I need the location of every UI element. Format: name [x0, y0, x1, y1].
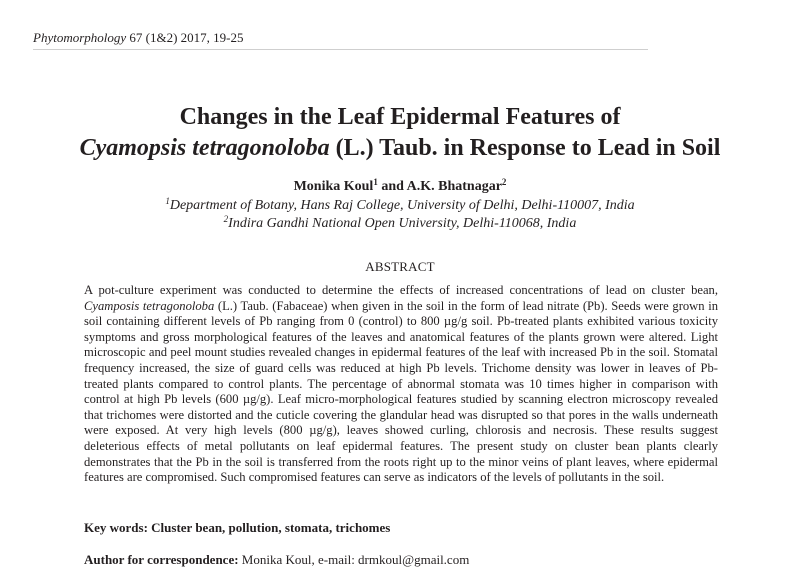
author-list — [0, 179, 800, 195]
affiliation-2 — [0, 216, 800, 232]
title-line-2-rest: (L.) Taub. in Response to Lead in Soil — [329, 135, 721, 161]
affiliation-2-text: Indira Gandhi National Open University, Delhi-110068, India — [228, 216, 577, 231]
title-species: Cyamopsis tetragonoloba — [79, 135, 330, 161]
author-2-affil: 2 — [501, 177, 507, 187]
affiliation-1-text: Department of Botany, Hans Raj College, University of Delhi, Delhi-110007, India — [169, 198, 635, 213]
correspondence-text: Monika Koul, e-mail: drmkoul@gmail.com — [238, 552, 470, 567]
author-1: Monika Koul — [293, 179, 374, 194]
correspondence — [84, 552, 469, 568]
abstract-body — [84, 283, 718, 486]
paper-title — [0, 102, 800, 164]
abstract-species: Cyamposis tetragonoloba — [84, 298, 215, 313]
affiliation-1-mark: 1 — [165, 196, 170, 206]
running-head — [33, 30, 244, 46]
correspondence-label: Author for correspondence: — [84, 552, 239, 567]
affiliation-2-mark: 2 — [223, 214, 229, 224]
author-joiner: and — [377, 179, 407, 194]
abstract-text-1: A pot-culture experiment was conducted to determine the effects of increased concentrations of lead on cluster bean, — [84, 283, 718, 297]
abstract-text-2: (L.) Taub. (Fabaceae) when given in the soil in the form of lead nitrate (Pb). Seeds were grown in soil containing different levels of Pb ranging from 0 (control) to 800 µg/g soil. Pb-treated plants exhibited various toxicity symptoms and gross morphological features of the leaves and anatomical features of the plants grown were altered. Light microscopic and peel mount studies revealed changes in epidermal features of the leaf with increased Pb in the soil. Stomatal frequency increased, the size of guard cells was reduced at high Pb levels. Trichome density was lower in leaves of Pb-treated plants compared to control plants. The percentage of abnormal stomata was 10 times higher in comparison with control at high Pb levels (600 µg/g). Leaf micro-morphological features studied by scanning electron microscopy revealed that trichomes were distorted and the cuticle covering the glandular head was disrupted so that pores in the walls underneath were exposed. At very high levels (800 µg/g), leaves showed curling, chlorosis and necrosis. These results suggest deleterious effects of metal pollutants on leaf epidermal features. The present study on cluster bean plants clearly demonstrates that the Pb in the soil is transferred from the roots right up to the minor veins of plant leaves, where epidermal features are compromised. Such compromised features can serve as indicators of the levels of pollutants in the soil. — [84, 298, 718, 485]
header-rule — [33, 49, 648, 50]
journal-citation: 67 (1&2) 2017, 19-25 — [126, 30, 244, 45]
author-1-affil: 1 — [373, 177, 378, 187]
affiliation-1 — [0, 198, 800, 214]
abstract-heading: ABSTRACT — [365, 259, 435, 274]
journal-name: Phytomorphology — [33, 30, 127, 45]
author-2: A.K. Bhatnagar — [406, 179, 502, 194]
keywords: Key words: Cluster bean, pollution, stomata, trichomes — [84, 520, 391, 535]
title-line-1: Changes in the Leaf Epidermal Features of — [179, 104, 621, 130]
